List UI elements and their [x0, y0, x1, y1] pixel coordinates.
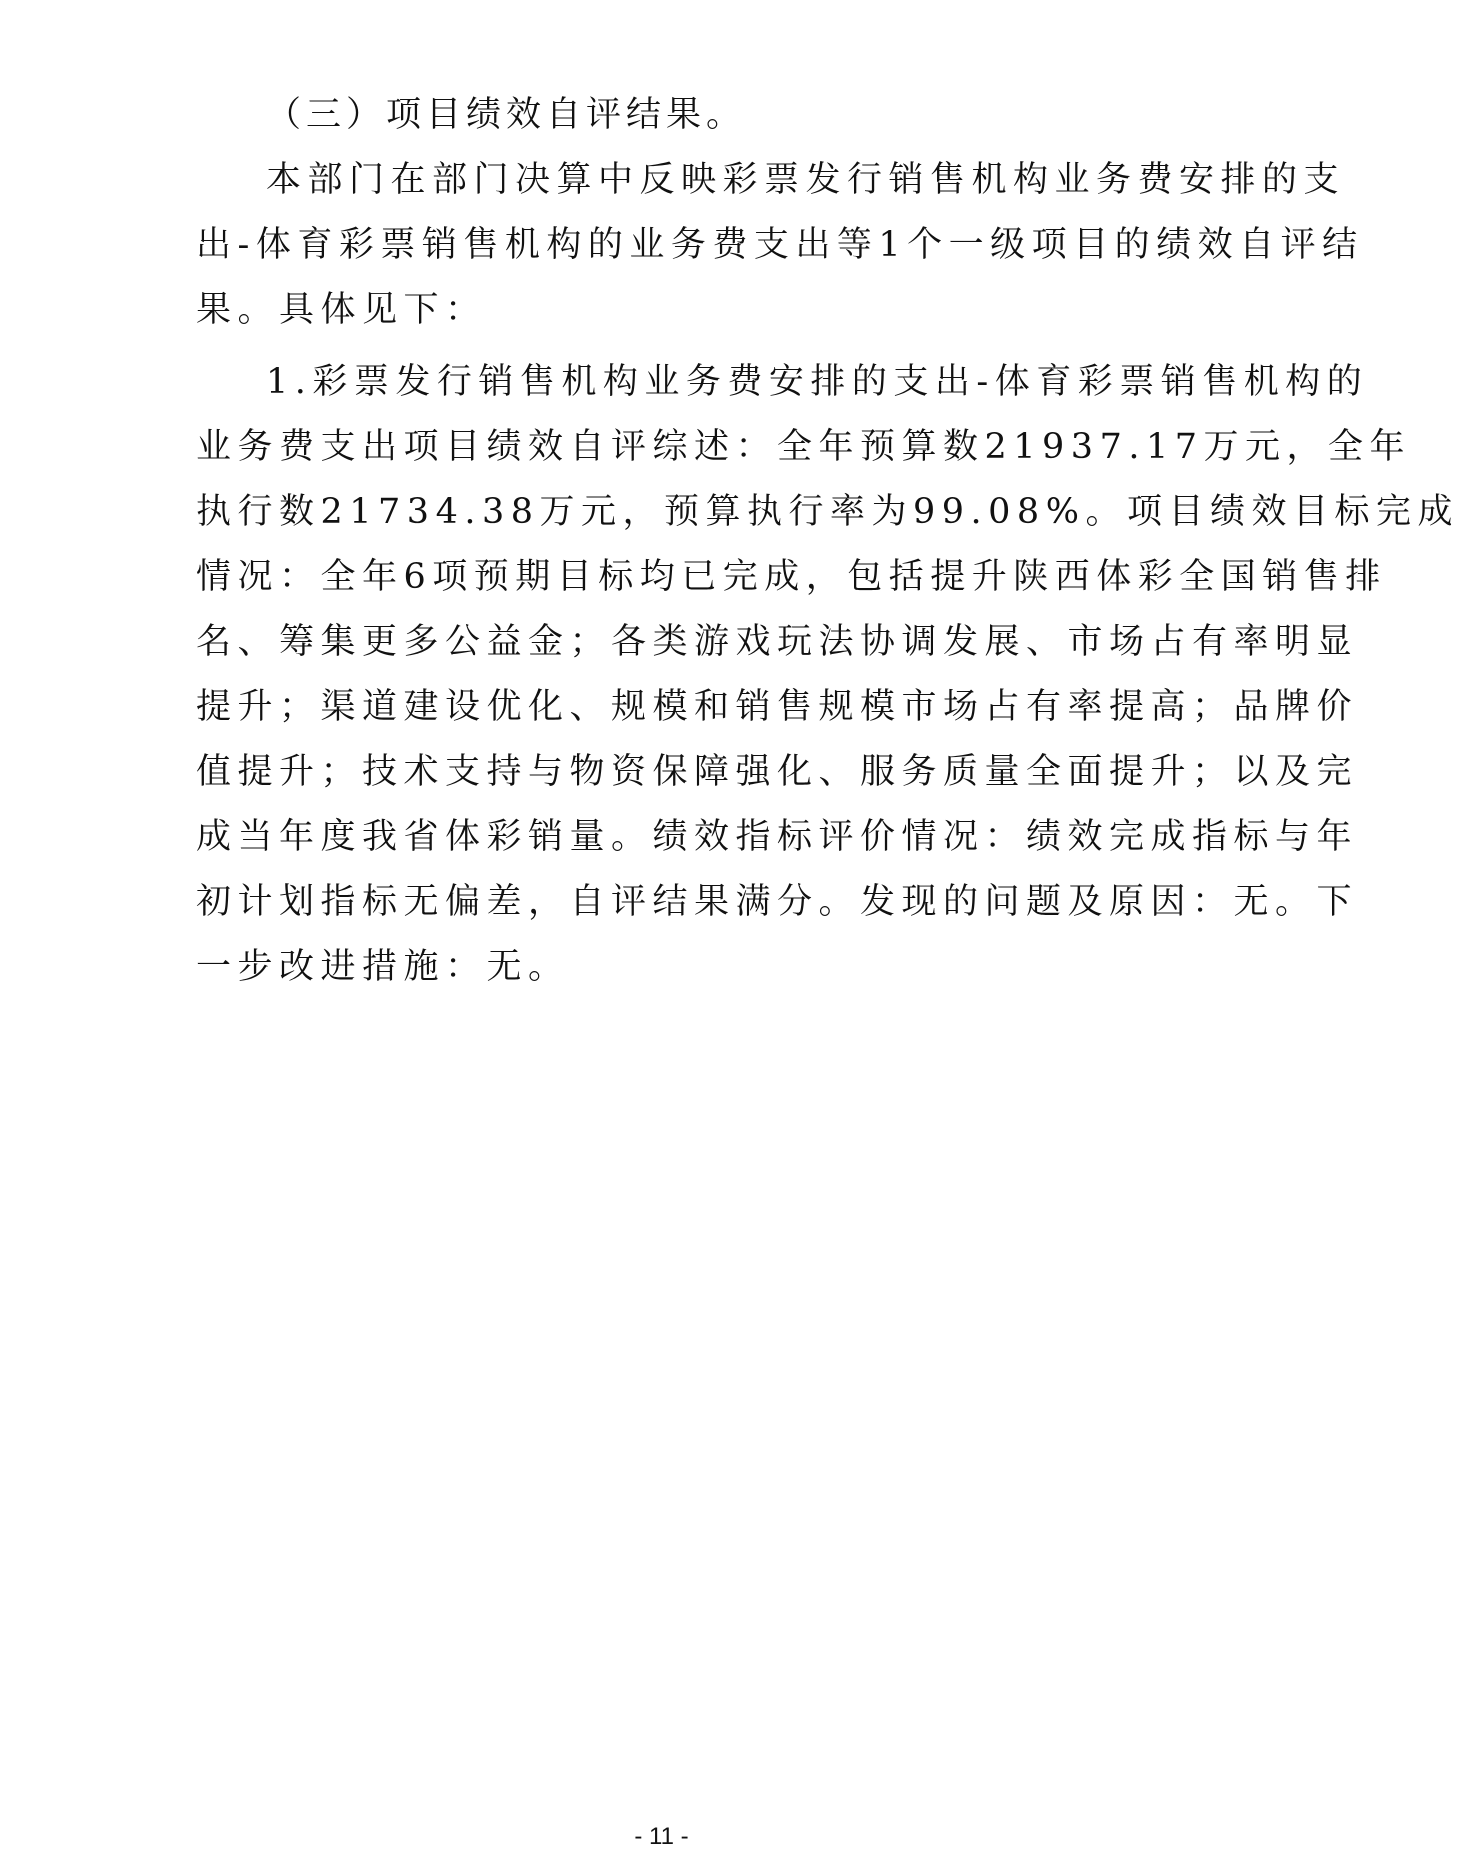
paragraph-line: 出-体育彩票销售机构的业务费支出等1个一级项目的绩效自评结: [196, 225, 1364, 265]
paragraph-line: 提升；渠道建设优化、规模和销售规模市场占有率提高；品牌价: [196, 687, 1359, 727]
paragraph-line: 初计划指标无偏差，自评结果满分。发现的问题及原因：无。下: [196, 882, 1359, 922]
paragraph-line: 名、筹集更多公益金；各类游戏玩法协调发展、市场占有率明显: [196, 622, 1359, 662]
paragraph-line: 业务费支出项目绩效自评综述：全年预算数21937.17万元，全年: [196, 427, 1412, 467]
paragraph-line: 本部门在部门决算中反映彩票发行销售机构业务费安排的支: [266, 160, 1346, 200]
page-number: - 11 -: [634, 1823, 689, 1850]
paragraph-line: 执行数21734.38万元，预算执行率为99.08%。项目绩效目标完成: [196, 492, 1459, 532]
paragraph-line: 果。具体见下：: [196, 290, 487, 330]
paragraph-line: 一步改进措施：无。: [196, 947, 570, 987]
section-heading: （三）项目绩效自评结果。: [266, 95, 747, 135]
paragraph-line: 1.彩票发行销售机构业务费安排的支出-体育彩票销售机构的: [266, 362, 1369, 402]
paragraph-line: 值提升；技术支持与物资保障强化、服务质量全面提升；以及完: [196, 752, 1359, 792]
paragraph-line: 成当年度我省体彩销量。绩效指标评价情况：绩效完成指标与年: [196, 817, 1359, 857]
paragraph-line: 情况：全年6项预期目标均已完成，包括提升陕西体彩全国销售排: [196, 557, 1387, 597]
